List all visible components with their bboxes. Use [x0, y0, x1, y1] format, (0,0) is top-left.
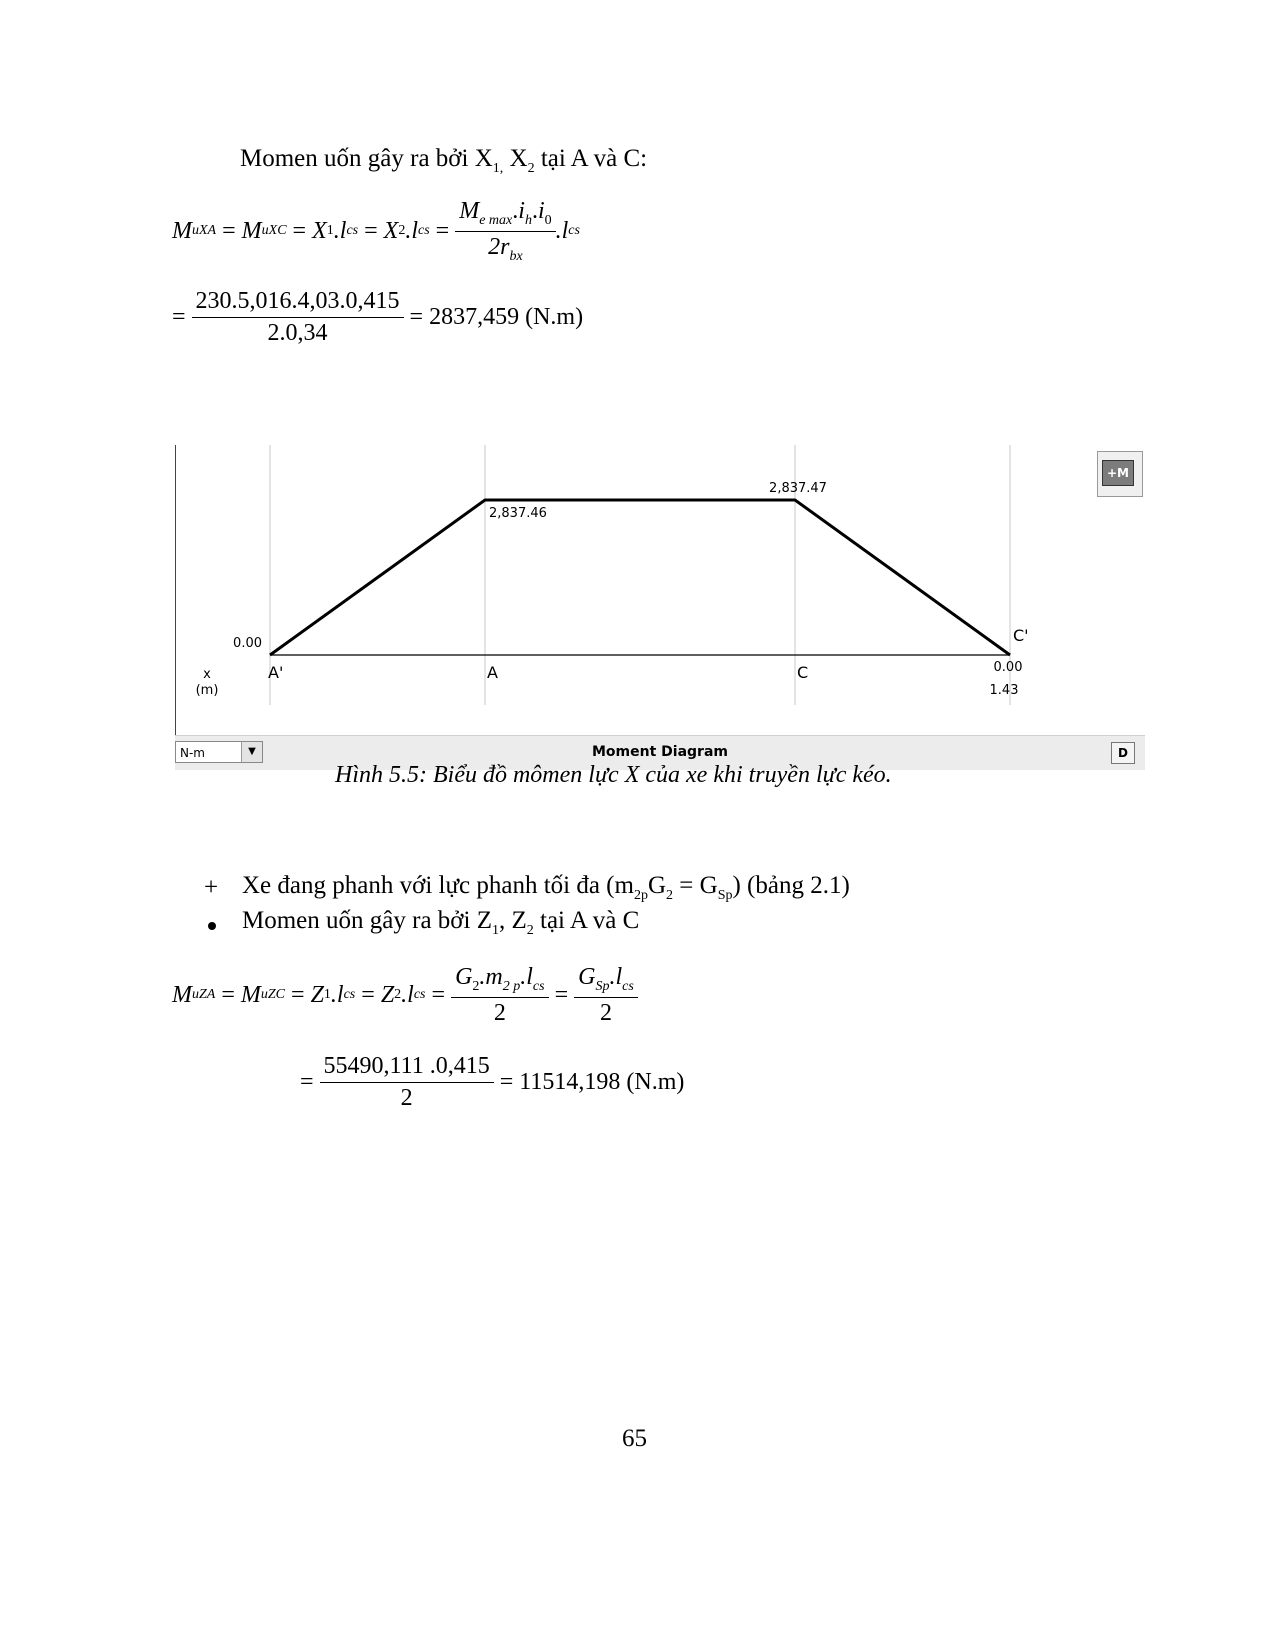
diagram-title: Moment Diagram — [592, 744, 728, 760]
equation-moment-z-value: = $\frac{55490,111 .0,415}{2}$ = 11514,198 (N.m) — [300, 1053, 685, 1111]
value-label: 2,837.46 — [489, 506, 547, 522]
figure-caption: Hình 5.5: Biểu đồ mômen lực X của xe khi truyền lực kéo. — [335, 762, 892, 788]
moment-line — [270, 500, 1010, 655]
intro-text: Momen uốn gây ra bởi $X_{1,}$ $X_2$ tại A và C: — [240, 145, 648, 176]
point-label: A — [487, 663, 498, 682]
bullet-dot-icon — [208, 922, 216, 930]
point-label: C — [797, 663, 809, 682]
equation-moment-x-value: = $\frac{230.5,016.4,03.0,415}{2.0,34}$ = 2837,459 (N.m) — [172, 288, 584, 346]
bullet-braking: + Xe đang phanh với lực phanh tối đa $(m_{2p}G_2 = G_{Sp})$ (bảng 2.1) — [204, 872, 850, 903]
value-label: 2,837.47 — [769, 481, 827, 496]
equation-moment-x: M uXA = M uXC = X 1 . l cs = X 2 . l cs = $\frac{M_{e max}.i_h.i_0}{2r_{bx}}$ .l cs — [172, 198, 580, 264]
moment-diagram — [175, 445, 1145, 770]
x-axis-unit: (m) — [195, 683, 219, 698]
add-moment-label: +M — [1102, 460, 1134, 486]
point-label: C' — [1013, 626, 1029, 645]
add-moment-button[interactable] — [1097, 451, 1143, 497]
page-number: 65 — [622, 1425, 647, 1452]
point-label: A' — [268, 663, 284, 682]
d-button[interactable]: D — [1111, 742, 1135, 764]
value-label: 0.00 — [233, 636, 262, 651]
value-label: 0.00 — [993, 660, 1023, 675]
plus-icon: + — [204, 874, 219, 901]
x-axis-label: x — [203, 667, 211, 682]
bullet-moment-z: Momen uốn gây ra bởi $Z_1$, $Z_2$ tại A và C — [204, 907, 639, 939]
equation-moment-z: M uZA = M uZC = Z 1 . l cs = Z 2 .l cs = $\frac{G_2.m_{2 p}.l_{cs}}{2}$ = $\frac{G_{Sp}.l_{cs}}{2}$ — [172, 964, 638, 1027]
moment-diagram-plot — [175, 445, 1145, 735]
x-end-label: 1.43 — [989, 683, 1019, 698]
chevron-down-icon[interactable]: ▼ — [241, 742, 262, 762]
unit-select-value: N-m — [180, 746, 205, 760]
